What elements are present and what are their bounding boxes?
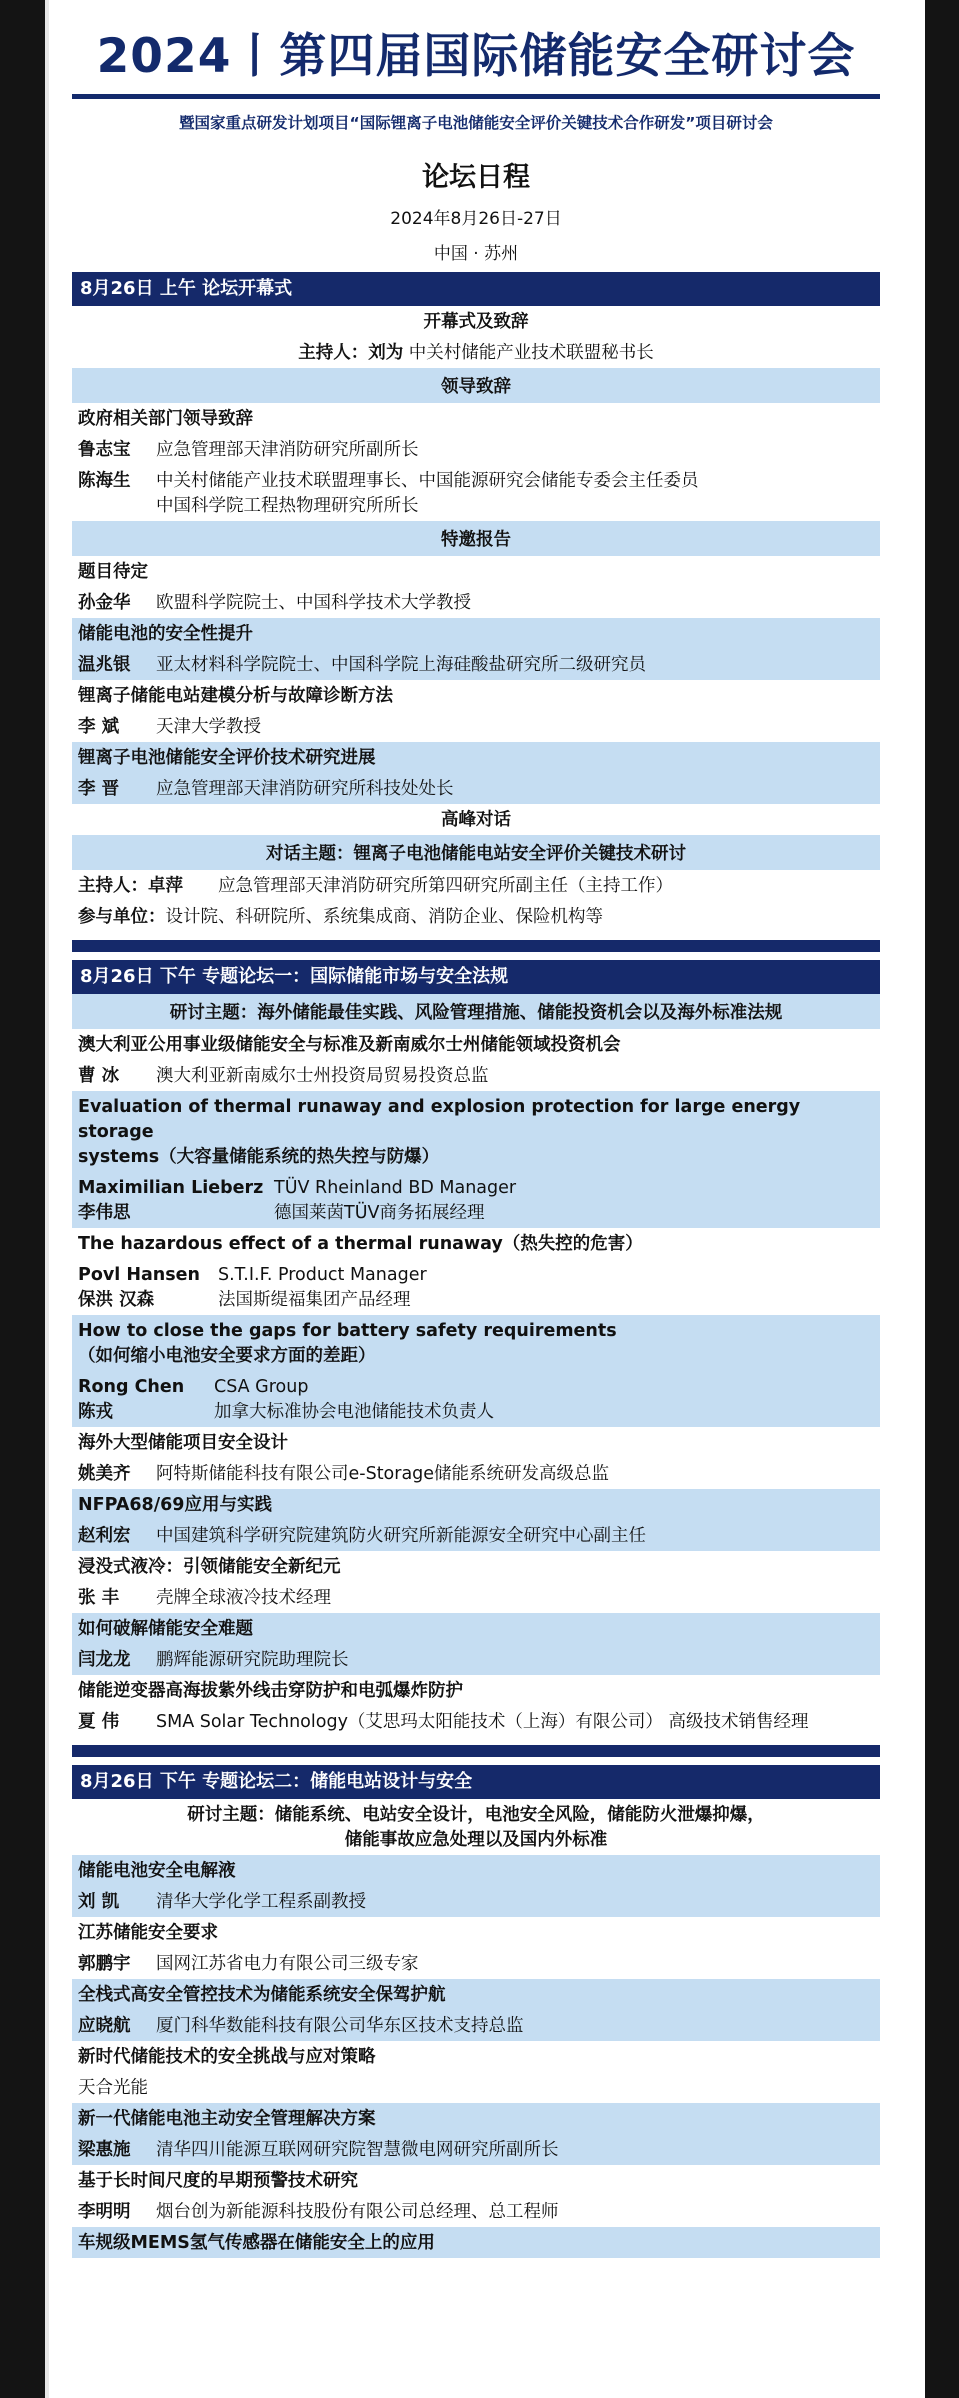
speaker-name: 赵利宏: [78, 1526, 131, 1546]
talk-title: 如何破解储能安全难题: [72, 1613, 880, 1644]
session-topic-line: 研讨主题：储能系统、电站安全设计，电池安全风险，储能防火泄爆抑爆，: [187, 1805, 765, 1825]
session-heading: 8月26日 下午 专题论坛二：储能电站设计与安全: [72, 1765, 880, 1799]
speaker-desc: SMA Solar Technology（艾思玛太阳能技术（上海）有限公司） 高级技术销售经理: [156, 1712, 809, 1732]
speaker-name: 姚美齐: [78, 1464, 131, 1484]
talk-title: 海外大型储能项目安全设计: [78, 1433, 288, 1453]
speaker-name: 曹 冰: [78, 1066, 120, 1086]
talk-title-line: systems（大容量储能系统的热失控与防爆）: [78, 1147, 440, 1167]
talk-title: 江苏储能安全要求: [78, 1923, 218, 1943]
right-border: [925, 0, 959, 2398]
poster-title: 2024丨第四届国际储能安全研讨会: [96, 29, 856, 84]
summit-title: 高峰对话: [441, 810, 511, 830]
speaker-row: [72, 2134, 880, 2165]
summit-topic: 对话主题：锂离子电池储能电站安全评价关键技术研讨: [72, 835, 880, 870]
speaker-name-en: Maximilian Lieberz: [78, 1178, 264, 1198]
speaker-row: [72, 711, 880, 742]
event-location: 中国 · 苏州: [433, 244, 519, 264]
talk-title: 全栈式高安全管控技术为储能系统安全保驾护航: [72, 1979, 880, 2010]
speaker-name-cn: 陈戎: [78, 1402, 113, 1422]
session-topic: [72, 1799, 880, 1855]
speaker-name: [78, 1375, 214, 1425]
talk-title: [72, 1091, 880, 1172]
speaker-desc: 壳牌全球液冷技术经理: [156, 1588, 331, 1608]
speaker-name: 闫龙龙: [78, 1650, 131, 1670]
speaker-desc: [274, 1176, 874, 1226]
speaker-desc: 应急管理部天津消防研究所第四研究所副主任（主持工作）: [218, 876, 673, 896]
speaker-desc-en: S.T.I.F. Product Manager: [218, 1265, 427, 1285]
event-date: 2024年8月26日-27日: [390, 209, 562, 229]
speaker-row: [72, 1582, 880, 1613]
speaker-desc-line: 中国科学院工程热物理研究所所长: [156, 496, 419, 516]
speaker-row: [72, 1371, 880, 1427]
session-topic-line: 储能事故应急处理以及国内外标准: [344, 1830, 608, 1850]
speaker-name-cn: 李伟思: [78, 1203, 131, 1223]
speaker-row: [72, 1706, 880, 1737]
speaker-desc-cn: 德国莱茵TÜV商务拓展经理: [274, 1203, 485, 1223]
speaker-name: 李 斌: [78, 717, 120, 737]
speaker-row: [72, 773, 880, 804]
talk-title: 浸没式液冷：引领储能安全新纪元: [78, 1557, 341, 1577]
speaker-desc: 天津大学教授: [156, 717, 261, 737]
host-label: 主持人：刘为: [298, 343, 404, 363]
speaker-desc: 亚太材料科学院院士、中国科学院上海硅酸盐研究所二级研究员: [156, 655, 646, 675]
speaker-desc-en: CSA Group: [214, 1377, 309, 1397]
host-line: [72, 337, 880, 368]
speaker-name-en: Povl Hansen: [78, 1265, 201, 1285]
speaker-row: [72, 2072, 880, 2103]
talk-title: 新时代储能技术的安全挑战与应对策略: [78, 2047, 376, 2067]
talk-title: 政府相关部门领导致辞: [78, 409, 253, 429]
speaker-desc-line: 中关村储能产业技术联盟理事长、中国能源研究会储能专委会主任委员: [156, 471, 699, 491]
speaker-row: [72, 1520, 880, 1551]
talk-title: 储能逆变器高海拔紫外线击穿防护和电弧爆炸防护: [78, 1681, 463, 1701]
speaker-desc-cn: 法国斯缇福集团产品经理: [218, 1290, 411, 1310]
talk-title-line: How to close the gaps for battery safety requirements: [78, 1321, 617, 1341]
speaker-desc: 中国建筑科学研究院建筑防火研究所新能源安全研究中心副主任: [156, 1526, 646, 1546]
host-desc: 中关村储能产业技术联盟秘书长: [408, 343, 654, 363]
speaker-desc: 欧盟科学院院士、中国科学技术大学教授: [156, 593, 471, 613]
speaker-desc: 厦门科华数能科技有限公司华东区技术支持总监: [156, 2016, 524, 2036]
speaker-desc-cn: 加拿大标准协会电池储能技术负责人: [214, 1402, 494, 1422]
speaker-name: 鲁志宝: [78, 440, 131, 460]
talk-title: The hazardous effect of a thermal runaway（热失控的危害）: [78, 1234, 643, 1254]
speaker-name: 梁惠施: [78, 2140, 131, 2160]
speaker-desc: 清华四川能源互联网研究院智慧微电网研究所副所长: [156, 2140, 559, 2160]
speaker-name: 应晓航: [78, 2016, 131, 2036]
talk-title: [72, 1315, 880, 1371]
speaker-name: 孙金华: [78, 593, 131, 613]
speaker-row: [72, 1948, 880, 1979]
speaker-desc: [218, 1263, 874, 1313]
talk-title: 新一代储能电池主动安全管理解决方案: [72, 2103, 880, 2134]
speaker-row: [72, 1886, 880, 1917]
speaker-row: [72, 1060, 880, 1091]
talk-title-line: Evaluation of thermal runaway and explosion protection for large energy storage: [78, 1097, 801, 1142]
speaker-name: 张 丰: [78, 1588, 120, 1608]
speaker-name: [78, 1263, 218, 1313]
speaker-row: [72, 2010, 880, 2041]
speaker-name: 陈海生: [78, 471, 131, 491]
speaker-name-en: Rong Chen: [78, 1377, 185, 1397]
speaker-row: [72, 1458, 880, 1489]
speaker-row: [72, 649, 880, 680]
speaker-row: [72, 465, 880, 521]
left-border: [0, 0, 45, 2398]
speaker-desc: [156, 469, 874, 519]
title-underline: [72, 94, 880, 99]
speaker-desc: 应急管理部天津消防研究所副所长: [156, 440, 419, 460]
speaker-row: [72, 434, 880, 465]
speaker-name: 夏 伟: [78, 1712, 120, 1732]
section-divider: [72, 1745, 880, 1757]
session-topic: 研讨主题：海外储能最佳实践、风险管理措施、储能投资机会以及海外标准法规: [72, 994, 880, 1029]
speaker-desc: 国网江苏省电力有限公司三级专家: [156, 1954, 419, 1974]
speaker-name: 李明明: [78, 2202, 131, 2222]
speaker-name: 郭鹏宇: [78, 1954, 131, 1974]
agenda-title: 论坛日程: [422, 162, 530, 193]
speaker-desc: [214, 1375, 874, 1425]
talk-title: 锂离子电池储能安全评价技术研究进展: [72, 742, 880, 773]
speaker-desc: 澳大利亚新南威尔士州投资局贸易投资总监: [156, 1066, 489, 1086]
talk-title: 储能电池安全电解液: [72, 1855, 880, 1886]
poster-subtitle: 暨国家重点研发计划项目“国际锂离子电池储能安全评价关键技术合作研发”项目研讨会: [179, 114, 773, 132]
speaker-name: 温兆银: [78, 655, 131, 675]
speaker-desc: 烟台创为新能源科技股份有限公司总经理、总工程师: [156, 2202, 559, 2222]
participants-list: 设计院、科研院所、系统集成商、消防企业、保险机构等: [165, 907, 603, 927]
speaker-desc: 应急管理部天津消防研究所科技处处长: [156, 779, 454, 799]
speaker-row: [72, 2196, 880, 2227]
opening-title: 开幕式及致辞: [423, 312, 529, 332]
talk-title: 基于长时间尺度的早期预警技术研究: [78, 2171, 358, 2191]
talk-title-line: （如何缩小电池安全要求方面的差距）: [78, 1346, 376, 1366]
speaker-name: 李 晋: [78, 779, 120, 799]
participants-line: [72, 901, 880, 932]
speaker-row: [72, 870, 880, 901]
speaker-row: [72, 1172, 880, 1228]
leaders-band: 领导致辞: [72, 368, 880, 403]
speaker-row: [72, 587, 880, 618]
speaker-row: [72, 1259, 880, 1315]
section-divider: [72, 940, 880, 952]
speaker-desc: 阿特斯储能科技有限公司e-Storage储能系统研发高级总监: [156, 1464, 610, 1484]
talk-title: 车规级MEMS氢气传感器在储能安全上的应用: [72, 2227, 880, 2258]
session-heading: 8月26日 下午 专题论坛一：国际储能市场与安全法规: [72, 960, 880, 994]
speaker-row: [72, 1644, 880, 1675]
speaker-desc: 鹏辉能源研究院助理院长: [156, 1650, 349, 1670]
session-heading: 8月26日 上午 论坛开幕式: [72, 272, 880, 306]
talk-title: 澳大利亚公用事业级储能安全与标准及新南威尔士州储能领域投资机会: [78, 1035, 621, 1055]
speaker-name: [78, 1176, 274, 1226]
speaker-desc-en: TÜV Rheinland BD Manager: [274, 1178, 517, 1198]
talk-title: NFPA68/69应用与实践: [72, 1489, 880, 1520]
keynote-band: 特邀报告: [72, 521, 880, 556]
left-border-highlight: [45, 0, 49, 2398]
participants-label: 参与单位：: [78, 907, 166, 927]
talk-title: 储能电池的安全性提升: [72, 618, 880, 649]
talk-title: 题目待定: [78, 562, 148, 582]
speaker-name: 主持人：卓萍: [78, 876, 183, 896]
speaker-company: 天合光能: [78, 2078, 148, 2098]
agenda-content: [72, 0, 880, 2258]
speaker-name: 刘 凯: [78, 1892, 120, 1912]
talk-title: 锂离子储能电站建模分析与故障诊断方法: [78, 686, 393, 706]
speaker-desc: 清华大学化学工程系副教授: [156, 1892, 366, 1912]
speaker-name-cn: 保洪 汉森: [78, 1290, 155, 1310]
